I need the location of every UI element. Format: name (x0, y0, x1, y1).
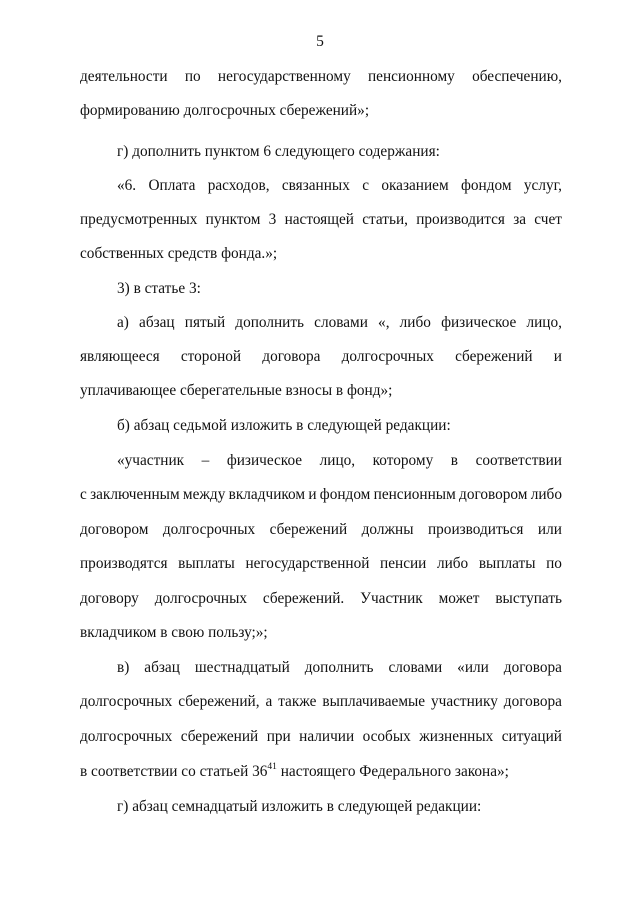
word: настоящей (284, 211, 354, 228)
word: абзац (139, 314, 175, 331)
word: вкладчиком (228, 486, 306, 503)
word: выплаты (478, 555, 536, 572)
word: «или (457, 659, 489, 676)
word: предусмотренных (80, 211, 198, 228)
word: договору (80, 590, 139, 607)
word: услуг, (523, 177, 562, 194)
text-line (117, 314, 562, 332)
page-number: 5 (316, 33, 324, 50)
word: пенсионным (373, 486, 456, 503)
text-line (117, 659, 562, 677)
word: деятельности (80, 68, 168, 85)
word: фондом (319, 486, 371, 503)
word: между (182, 486, 226, 503)
word: долгосрочных (162, 521, 256, 538)
word: производиться (427, 521, 524, 538)
text-line (80, 590, 562, 608)
word: пунктом (205, 211, 261, 228)
word: стороной (180, 348, 242, 365)
word: физическое (441, 314, 517, 331)
text-line: 3) в статье 3: (117, 280, 201, 297)
text-line (80, 555, 562, 573)
text-line: собственных средств фонда.»; (80, 245, 278, 262)
word: пятый (184, 314, 226, 331)
text-line (80, 693, 562, 711)
word: а) (117, 314, 129, 331)
text-line: уплачивающее сберегательные взносы в фонд»; (80, 382, 393, 399)
text-line (80, 348, 562, 366)
word: словами (314, 314, 368, 331)
word: «6. (117, 177, 137, 194)
word: с (80, 486, 87, 503)
word: долгосрочных (154, 590, 248, 607)
word: за (513, 211, 527, 228)
text-line (80, 486, 562, 504)
word: Оплата (148, 177, 196, 194)
word: по (184, 68, 201, 85)
word: обеспечению, (472, 68, 562, 85)
word: наличии (299, 728, 355, 745)
word: Участник (360, 590, 423, 607)
word: должны (361, 521, 414, 538)
word: – (201, 452, 210, 469)
word: дополнить (235, 314, 305, 331)
word: выплаты (178, 555, 235, 572)
word: договора (503, 659, 562, 676)
word: лицо, (319, 452, 356, 469)
text-line (117, 177, 562, 195)
word: договором (80, 521, 149, 538)
word: либо (399, 314, 431, 331)
word: выступать (495, 590, 562, 607)
word: негосударственному (217, 68, 351, 85)
text-line (80, 728, 562, 746)
word: сбережений (180, 728, 259, 745)
word: заключенным (90, 486, 180, 503)
word: оказанием (381, 177, 449, 194)
word: сбережений, (178, 693, 260, 710)
word: шестнадцатый (194, 659, 290, 676)
text-line: вкладчиком в свою пользу;»; (80, 624, 268, 641)
word: в) (117, 659, 130, 676)
word: при (266, 728, 291, 745)
word: долгосрочных (341, 348, 434, 365)
word: в (450, 452, 459, 469)
text-fragment: настоящего Федерального закона»; (276, 763, 509, 780)
text-line (117, 452, 562, 470)
superscript: 41 (267, 761, 277, 772)
word: или (537, 521, 562, 538)
text-line: б) абзац седьмой изложить в следующей редакции: (117, 417, 451, 434)
word: ситуаций (501, 728, 562, 745)
word: производится (416, 211, 505, 228)
word: связанных (281, 177, 350, 194)
word: и (553, 348, 562, 365)
text-line: г) абзац семнадцатый изложить в следующей редакции: (117, 798, 482, 815)
text-line (80, 211, 562, 229)
word: а (265, 693, 273, 710)
text-fragment: в соответствии со статьей 36 (80, 763, 268, 780)
word: абзац (144, 659, 180, 676)
word: негосударственной (245, 555, 370, 572)
word: и (308, 486, 317, 503)
text-line (80, 68, 562, 86)
word: лицо, (526, 314, 562, 331)
word: физическое (226, 452, 303, 469)
word: дополнить (304, 659, 374, 676)
word: долгосрочных (80, 693, 173, 710)
word: либо (530, 486, 562, 503)
word: сбережений (455, 348, 533, 365)
word: сбережений (269, 521, 348, 538)
word: пенсии (380, 555, 427, 572)
word: соответствии (475, 452, 562, 469)
word: может (438, 590, 480, 607)
word: особых (362, 728, 411, 745)
text-line (80, 521, 562, 539)
word: выплачиваемые (322, 693, 426, 710)
word: также (278, 693, 317, 710)
word: расходов, (207, 177, 270, 194)
word: договора (503, 693, 562, 710)
text-line (80, 763, 562, 781)
word: «, (378, 314, 390, 331)
word: являющееся (80, 348, 160, 365)
word: словами (388, 659, 443, 676)
word: пенсионному (367, 68, 455, 85)
word: «участник (117, 452, 185, 469)
word: 3 (268, 211, 277, 228)
word: долгосрочных (80, 728, 173, 745)
word: договора (262, 348, 321, 365)
word: сбережений. (262, 590, 345, 607)
word: производятся (80, 555, 168, 572)
word: либо (436, 555, 469, 572)
word: статьи, (362, 211, 408, 228)
word: жизненных (419, 728, 494, 745)
word: по (546, 555, 562, 572)
word: с (362, 177, 369, 194)
text-line: г) дополнить пунктом 6 следующего содержания: (117, 143, 440, 160)
word: участнику (431, 693, 498, 710)
word: счет (534, 211, 562, 228)
word: которому (372, 452, 434, 469)
text-line: формированию долгосрочных сбережений»; (80, 102, 370, 119)
word: договором (459, 486, 528, 503)
word: фондом (460, 177, 512, 194)
